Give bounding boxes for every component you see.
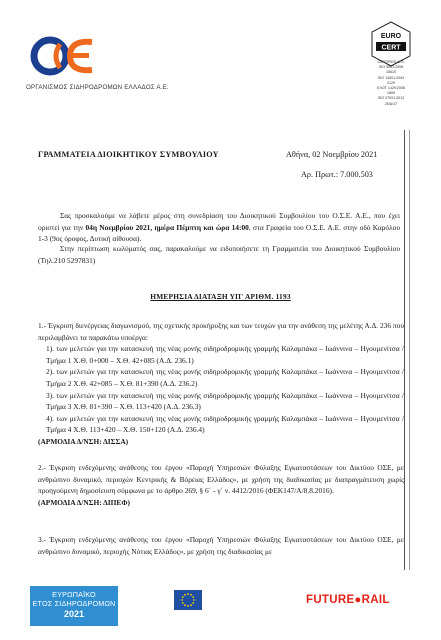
badge-year: 2021	[63, 609, 85, 619]
invitation-text-a: Σας προσκαλούμε να λάβετε μέρος στη συνεδρίαση του Διοικητικού Συμβουλίου του Ο.Σ.Ε. Α.Ε., που έχει οριστεί για την	[38, 211, 400, 232]
cert-line: ISO 27001:2013	[377, 96, 405, 101]
absence-paragraph	[38, 243, 400, 266]
scan-edge-line	[404, 130, 405, 570]
absence-text: Στην περίπτωση κωλύματός σας, παρακαλούμε να ειδοποιήσετε τη Γραμματεία του Διοικητικού Συμβουλίου (Τηλ.210 5297831)	[38, 244, 400, 265]
cert-line: ISO 9001:2008	[378, 65, 404, 70]
agenda-subitem: 1). των μελετών για την κατασκευή της νέας μονής σιδηροδρομικής γραμμής Καλαμπάκα – Ιωάννινα – Ηγουμενίτσα / Τμήμα 1 Χ.Θ. 0+000 – Χ.Θ. 42+085 (Α.Δ. 236.1)	[46, 344, 404, 365]
responsible-department: (ΑΡΜΟΔΙΑ Δ/ΝΣΗ: ΔΙΠΕΦ)	[38, 497, 130, 507]
cert-details	[370, 60, 412, 107]
letter-date: Αθήνα, 02 Νοεμβρίου 2021	[286, 150, 378, 159]
cert-line: CERTIFIED M.S.	[377, 60, 405, 64]
european-year-of-rail-badge	[30, 586, 118, 626]
cert-line: 15610	[386, 70, 396, 75]
cert-line: 2129	[387, 80, 395, 85]
scan-edge-line	[409, 130, 410, 570]
responsible-department: (ΑΡΜΟΔΙΑ Δ/ΝΣΗ: ΔΙΣΣΑ)	[38, 436, 129, 446]
cert-line: ΕΛΟΤ 1429:2008	[377, 86, 405, 91]
agenda-subitem: 2). των μελετών για την κατασκευή της νέας μονής σιδηροδρομικής γραμμής Καλαμπάκα – Ιωάννινα – Ηγουμενίτσα / Τμήμα 2 Χ.Θ. 42+085 – Χ.Θ. 81+390 (Α.Δ. 236.2)	[46, 367, 404, 388]
agenda-item-2	[38, 462, 404, 508]
agenda-subitem: 4). των μελετών για την κατασκευή της νέας μονής σιδηροδρομικής γραμμής Καλαμπάκα – Ιωάννινα – Ηγουμενίτσα / Τμήμα 4 Χ.Θ. 113+420 – Χ.Θ. 150+120 (Α.Δ. 236.4)	[46, 413, 404, 435]
protocol-number: Αρ. Πρωτ.: 7.000.503	[301, 170, 373, 179]
future-rail-logo: FUTURE●RAIL	[306, 594, 390, 606]
agenda-item-text: 2.- Έγκριση ενδεχόμενης ανάθεσης του έργου «Παροχή Υπηρεσιών Φύλαξης Εγκαταστάσεων του Δικτύου ΟΣΕ, με ανθρώπινο δυναμικό, περιοχών Κεντρικής & Βόρειας Ελλάδος», με χρήση της διαδικασίας με διαπραγμάτευση χωρίς προηγούμενη δημοσίευση σύμφωνα με το άρθρο 269, § 6΄ - γ΄ ν. 4412/2016 (ΦΕΚ147/Α/8.8.2016).	[38, 463, 404, 496]
organization-name: ΟΡΓΑΝΙΣΜΟΣ ΣΙΔΗΡΟΔΡΟΜΩΝ ΕΛΛΑΔΟΣ Α.Ε.	[26, 84, 169, 91]
cert-label-cert: CERT	[381, 44, 401, 52]
secretariat-heading: ΓΡΑΜΜΑΤΕΙΑ ΔΙΟΙΚΗΤΙΚΟΥ ΣΥΜΒΟΥΛΙΟΥ	[38, 150, 219, 159]
meeting-datetime: 04η Νοεμβρίου 2021, ημέρα Πέμπτη και ώρα 14:00	[85, 222, 249, 232]
cert-line: ISO 14001:2004	[377, 75, 405, 80]
badge-line-2: ΕΤΟΣ ΣΙΔΗΡΟΔΡΟΜΩΝ	[32, 599, 116, 608]
ose-logo-icon	[30, 32, 100, 82]
agenda-title: ΗΜΕΡΗΣΙΑ ΔΙΑΤΑΞΗ ΥΠ' ΑΡΙΘΜ. 1193	[150, 292, 291, 301]
agenda-item-intro: 1.- Έγκριση διενέργειας διαγωνισμού, της σχετικής προκήρυξης και των τευχών για την ανάθεση της μελέτης Α.Δ. 236 που περιλαμβάνει τα παρακάτω υποέργα:	[38, 321, 404, 342]
cert-line: 1806	[387, 91, 395, 96]
eu-flag-icon	[174, 590, 202, 610]
agenda-item-1	[38, 320, 404, 448]
agenda-item-3	[38, 534, 404, 557]
agenda-item-text: 3.- Έγκριση ενδεχόμενης ανάθεσης του έργου «Παροχή Υπηρεσιών Φύλαξης Εγκαταστάσεων του Δικτύου ΟΣΕ, με ανθρώπινο δυναμικό, περιοχής Νότιας Ελλάδος», με χρήση της διαδικασίας με	[38, 535, 404, 556]
agenda-subitem: 3). των μελετών για την κατασκευή της νέας μονής σιδηροδρομικής γραμμής Καλαμπάκα – Ιωάννινα – Ηγουμενίτσα / Τμήμα 3 Χ.Θ. 81+390 – Χ.Θ. 113+420 (Α.Δ. 236.3)	[46, 390, 404, 412]
cert-label-euro: EURO	[380, 33, 402, 40]
invitation-paragraph	[38, 210, 400, 245]
badge-line-1: ΕΥΡΩΠΑΪΚΟ	[52, 590, 96, 599]
invitation-text-b: , στα Γραφεία του Ο.Σ.Ε. Α.Ε. στην οδό Καρόλου 1-3 (9ος όροφος, Δυτική αίθουσα).	[38, 222, 401, 244]
cert-line: 25/A/17	[384, 101, 398, 106]
